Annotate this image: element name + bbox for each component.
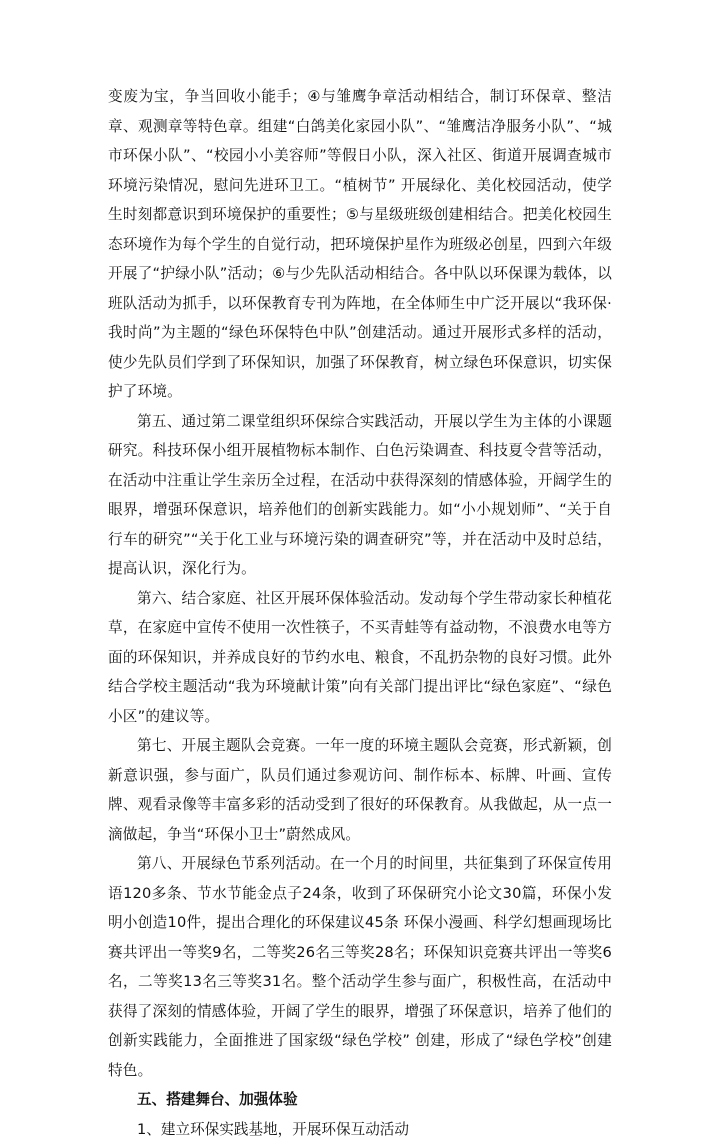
paragraph-eighth-item: 第八、开展绿色节系列活动。在一个月的时间里，共征集到了环保宣传用语120多条、节水节能金点子24条，收到了环保研究小论文30篇，环保小发明小创造10件，提出合理化的环保建议45条 环保小漫画、科学幻想画现场比赛共评出一等奖9名，二等奖26名三等奖28名；环保知识竞赛共评出一等奖6名，二等奖13名三等奖31名。整个活动学生参与面广，积极性高，在活动中获得了深刻的情感体验，开阔了学生的眼界，增强了环保意识，培养了他们的创新实践能力，全面推进了国家级“绿色学校” 创建，形成了“绿色学校”创建特色。	[108, 849, 612, 1085]
paragraph-sixth-item: 第六、结合家庭、社区开展环保体验活动。发动每个学生带动家长种植花草，在家庭中宣传不使用一次性筷子，不买青蛙等有益动物，不浪费水电等方面的环保知识，并养成良好的节约水电、粮食，不乱扔杂物的良好习惯。此外结合学校主题活动“我为环境献计策”向有关部门提出评比“绿色家庭”、“绿色小区”的建议等。	[108, 584, 612, 732]
section-heading: 五、搭建舞台、加强体验	[108, 1085, 612, 1115]
paragraph-fifth-item: 第五、通过第二课堂组织环保综合实践活动，开展以学生为主体的小课题研究。科技环保小组开展植物标本制作、白色污染调查、科技夏令营等活动，在活动中注重让学生亲历全过程，在活动中获得深刻的情感体验，开阔学生的眼界，增强环保意识，培养他们的创新实践能力。如“小小规划师”、“关于自行车的研究”“关于化工业与环境污染的调查研究”等，并在活动中及时总结，提高认识，深化行为。	[108, 407, 612, 584]
paragraph-intro-continuation: 变废为宝，争当回收小能手；④与雏鹰争章活动相结合，制订环保章、整洁章、观测章等特色章。组建“白鸽美化家园小队”、“雏鹰洁净服务小队”、“城市环保小队”、“校园小小美容师”等假日小队，深入社区、街道开展调查城市环境污染情况，慰问先进环卫工。“植树节” 开展绿化、美化校园活动，使学生时刻都意识到环境保护的重要性；⑤与星级班级创建相结合。把美化校园生态环境作为每个学生的自觉行动，把环境保护星作为班级必创星，四到六年级开展了“护绿小队”活动；⑥与少先队活动相结合。各中队以环保课为载体，以班队活动为抓手，以环保教育专刊为阵地，在全体师生中广泛开展以“我环保·我时尚”为主题的“绿色环保特色中队”创建活动。通过开展形式多样的活动，使少先队员们学到了环保知识，加强了环保教育，树立绿色环保意识，切实保护了环境。	[108, 82, 612, 407]
document-page	[108, 82, 612, 1144]
paragraph-seventh-item: 第七、开展主题队会竞赛。一年一度的环境主题队会竞赛，形式新颖，创新意识强，参与面广，队员们通过参观访问、制作标本、标牌、叶画、宣传牌、观看录像等丰富多彩的活动受到了很好的环保教育。从我做起，从一点一滴做起，争当“环保小卫士”蔚然成风。	[108, 731, 612, 849]
subsection-heading: 1、建立环保实践基地，开展环保互动活动	[108, 1115, 612, 1144]
